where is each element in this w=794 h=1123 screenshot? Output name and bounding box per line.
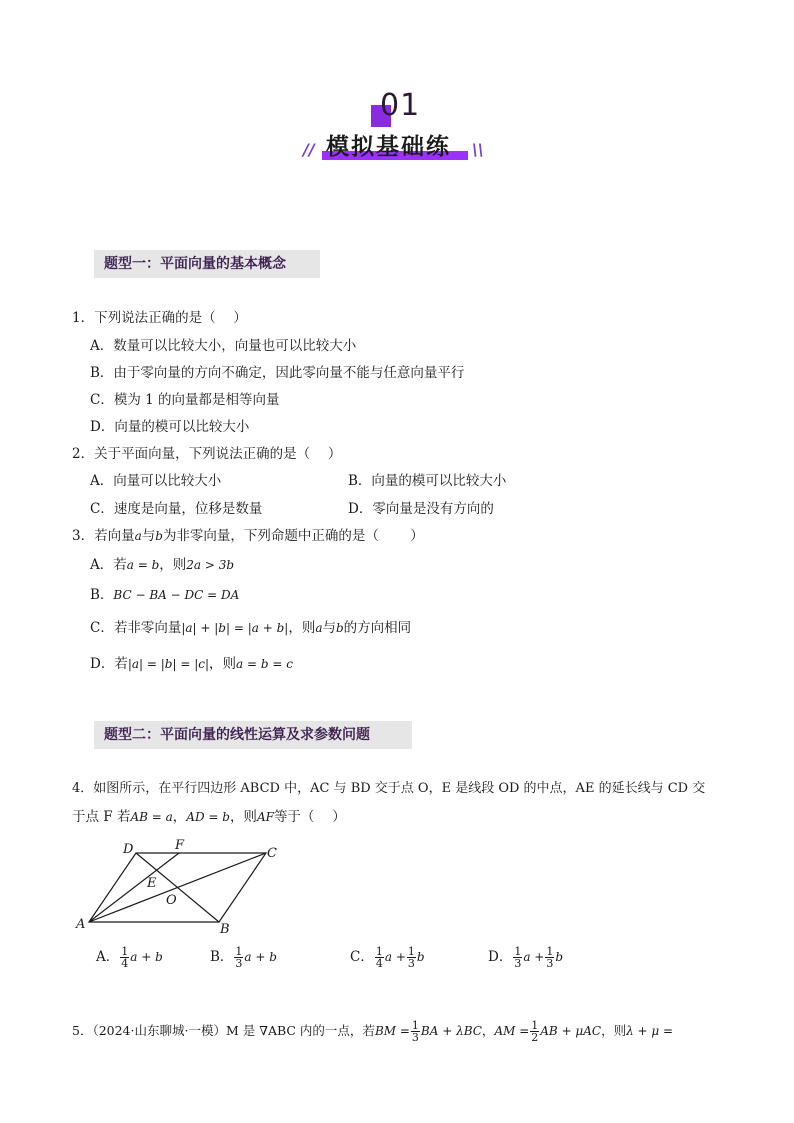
q2-option-a: A．向量可以比较大小: [90, 473, 222, 489]
label-e: E: [147, 876, 157, 891]
q4-option-a: [96, 946, 163, 969]
q4-c-frac2: [407, 946, 416, 969]
q5-f2-den: 2: [531, 1031, 539, 1044]
question-1-stem: 1．下列说法正确的是（ ）: [72, 310, 247, 326]
q1-option-d: D．向量的模可以比较大小: [90, 419, 250, 435]
q1-option-b: B．由于零向量的方向不确定，因此零向量不能与任意向量平行: [90, 365, 465, 381]
q4-d-num1: 1: [514, 945, 522, 958]
q4-c-frac1: [375, 946, 384, 969]
q4-d-den2: 3: [546, 957, 554, 970]
q5-frac1: [411, 1020, 420, 1043]
q4-b-den: 3: [235, 957, 243, 970]
q4-c-num2: 1: [407, 945, 415, 958]
q3-option-d: [90, 655, 293, 673]
label-d: D: [123, 842, 134, 857]
page-title: 模拟基础练: [326, 134, 451, 160]
q5-stem: M 是 ∇ABC 内的一点，若: [225, 1023, 375, 1038]
q3-d-math2: a = b = c: [236, 657, 293, 671]
q4-d-frac2: [545, 946, 554, 969]
q4-d-den1: 3: [514, 957, 522, 970]
q4-b-label: B．: [210, 949, 234, 965]
q5-frac2: [530, 1020, 539, 1043]
q3-c-vec-a: a: [315, 621, 323, 635]
q4-l2-d: 等于（ ）: [273, 809, 346, 825]
label-b: B: [220, 922, 230, 936]
vector-b-symbol: b: [155, 529, 163, 543]
q4-d-tail: b: [555, 950, 564, 964]
q3-d-mid: ，则: [209, 656, 237, 672]
q2-option-b: B．向量的模可以比较大小: [348, 473, 507, 489]
parallelogram-figure: [70, 836, 290, 936]
q3-c-and: 与: [322, 620, 336, 636]
question-4-line-1: 4．如图所示，在平行四边形 ABCD 中，AC 与 BD 交于点 O，E 是线段 OD 的中点，AE 的延长线与 CD 交: [72, 781, 706, 796]
q5-m3: AM =: [494, 1024, 530, 1038]
q2-option-d: D．零向量是没有方向的: [348, 501, 494, 517]
q4-d-label: D．: [488, 949, 513, 965]
q2-option-c: C．速度是向量，位移是数量: [90, 501, 263, 517]
q4-d-num2: 1: [546, 945, 554, 958]
q5-m1: BM =: [374, 1024, 410, 1038]
q3-option-a: [90, 556, 234, 574]
question-5: [72, 1020, 673, 1043]
q3-a-math: a = b: [126, 558, 160, 572]
q3-option-b: [90, 586, 239, 604]
q4-l2-m2: AD = b: [186, 810, 230, 824]
question-3-stem: [72, 527, 424, 545]
q1-option-c: C．模为 1 的向量都是相等向量: [90, 392, 280, 408]
vector-a-symbol: a: [134, 529, 142, 543]
q4-c-den2: 3: [407, 957, 415, 970]
q3-c-vec-b: b: [335, 621, 344, 635]
section-number: 01: [380, 88, 421, 123]
q4-option-c: [350, 946, 425, 969]
q5-f2-num: 1: [531, 1019, 539, 1032]
q3-stem-a: 3．若向量: [72, 528, 135, 544]
label-c: C: [267, 846, 277, 861]
label-o: O: [166, 893, 177, 908]
label-f: F: [175, 838, 185, 853]
section-header-2: 题型二：平面向量的线性运算及求参数问题: [94, 721, 412, 749]
q3-a-prefix: A．若: [90, 557, 127, 573]
label-a: A: [76, 917, 86, 932]
q4-a-num: 1: [121, 945, 129, 958]
q4-b-frac: [234, 946, 243, 969]
q3-option-c: [90, 619, 411, 637]
q3-b-math: BC − BA − DC = DA: [113, 588, 240, 602]
q4-l2-b: ，: [172, 809, 187, 825]
q4-option-d: [488, 946, 563, 969]
left-slash-decoration: //: [303, 140, 315, 159]
q3-b-prefix: B．: [90, 587, 114, 603]
q3-d-prefix: D．若: [90, 656, 128, 672]
q3-a-math2: 2a > 3b: [186, 558, 235, 572]
q5-f1-num: 1: [411, 1019, 419, 1032]
q4-c-label: C．: [350, 949, 374, 965]
question-2-stem: 2．关于平面向量，下列说法正确的是（ ）: [72, 446, 342, 462]
q5-then: ，则: [601, 1023, 627, 1038]
q3-c-end: 的方向相同: [343, 620, 412, 636]
q4-a-frac: [120, 946, 129, 969]
q4-c-num1: 1: [375, 945, 383, 958]
q3-stem-b: 与: [141, 528, 156, 544]
q5-comma: ，: [481, 1023, 495, 1038]
q3-c-math: |a| + |b| = |a + b|: [181, 621, 289, 635]
q5-m4: AB + μAC: [540, 1024, 602, 1038]
q3-stem-c: 为非零向量，下列命题中正确的是（ ）: [162, 528, 424, 544]
q3-a-mid: ，则: [159, 557, 187, 573]
q4-d-frac1: [513, 946, 522, 969]
q4-c-tail: b: [416, 950, 425, 964]
q4-option-b: [210, 946, 277, 969]
q3-d-math: |a| = |b| = |c|: [127, 657, 210, 671]
q1-option-a: A．数量可以比较大小，向量也可以比较大小: [90, 338, 357, 354]
section-header-1: 题型一：平面向量的基本概念: [94, 250, 320, 278]
q4-a-den: 4: [121, 957, 129, 970]
q5-f1-den: 3: [411, 1031, 419, 1044]
q4-l2-m1: AB = a: [130, 810, 173, 824]
q4-d-mid: a +: [523, 950, 545, 964]
q4-l2-m3: AF: [256, 810, 274, 824]
q4-a-tail: a + b: [130, 950, 163, 964]
q5-m2: BA + λBC: [420, 1024, 482, 1038]
q4-c-den1: 4: [375, 957, 383, 970]
q5-m5: λ + μ =: [626, 1024, 674, 1038]
q3-c-mid: ，则: [288, 620, 316, 636]
question-4-line-2: [72, 808, 346, 826]
right-slash-decoration: \\: [472, 140, 484, 159]
q4-b-num: 1: [235, 945, 243, 958]
line-af: [89, 853, 179, 922]
q4-b-tail: a + b: [244, 950, 277, 964]
q4-l2-a: 于点 F 若: [72, 809, 131, 825]
q3-c-prefix: C．若非零向量: [90, 620, 182, 636]
q5-source: 5．（2024·山东聊城·一模）: [72, 1023, 226, 1038]
q4-c-mid: a +: [384, 950, 406, 964]
q4-l2-c: ，则: [229, 809, 257, 825]
q4-a-label: A．: [96, 949, 120, 965]
